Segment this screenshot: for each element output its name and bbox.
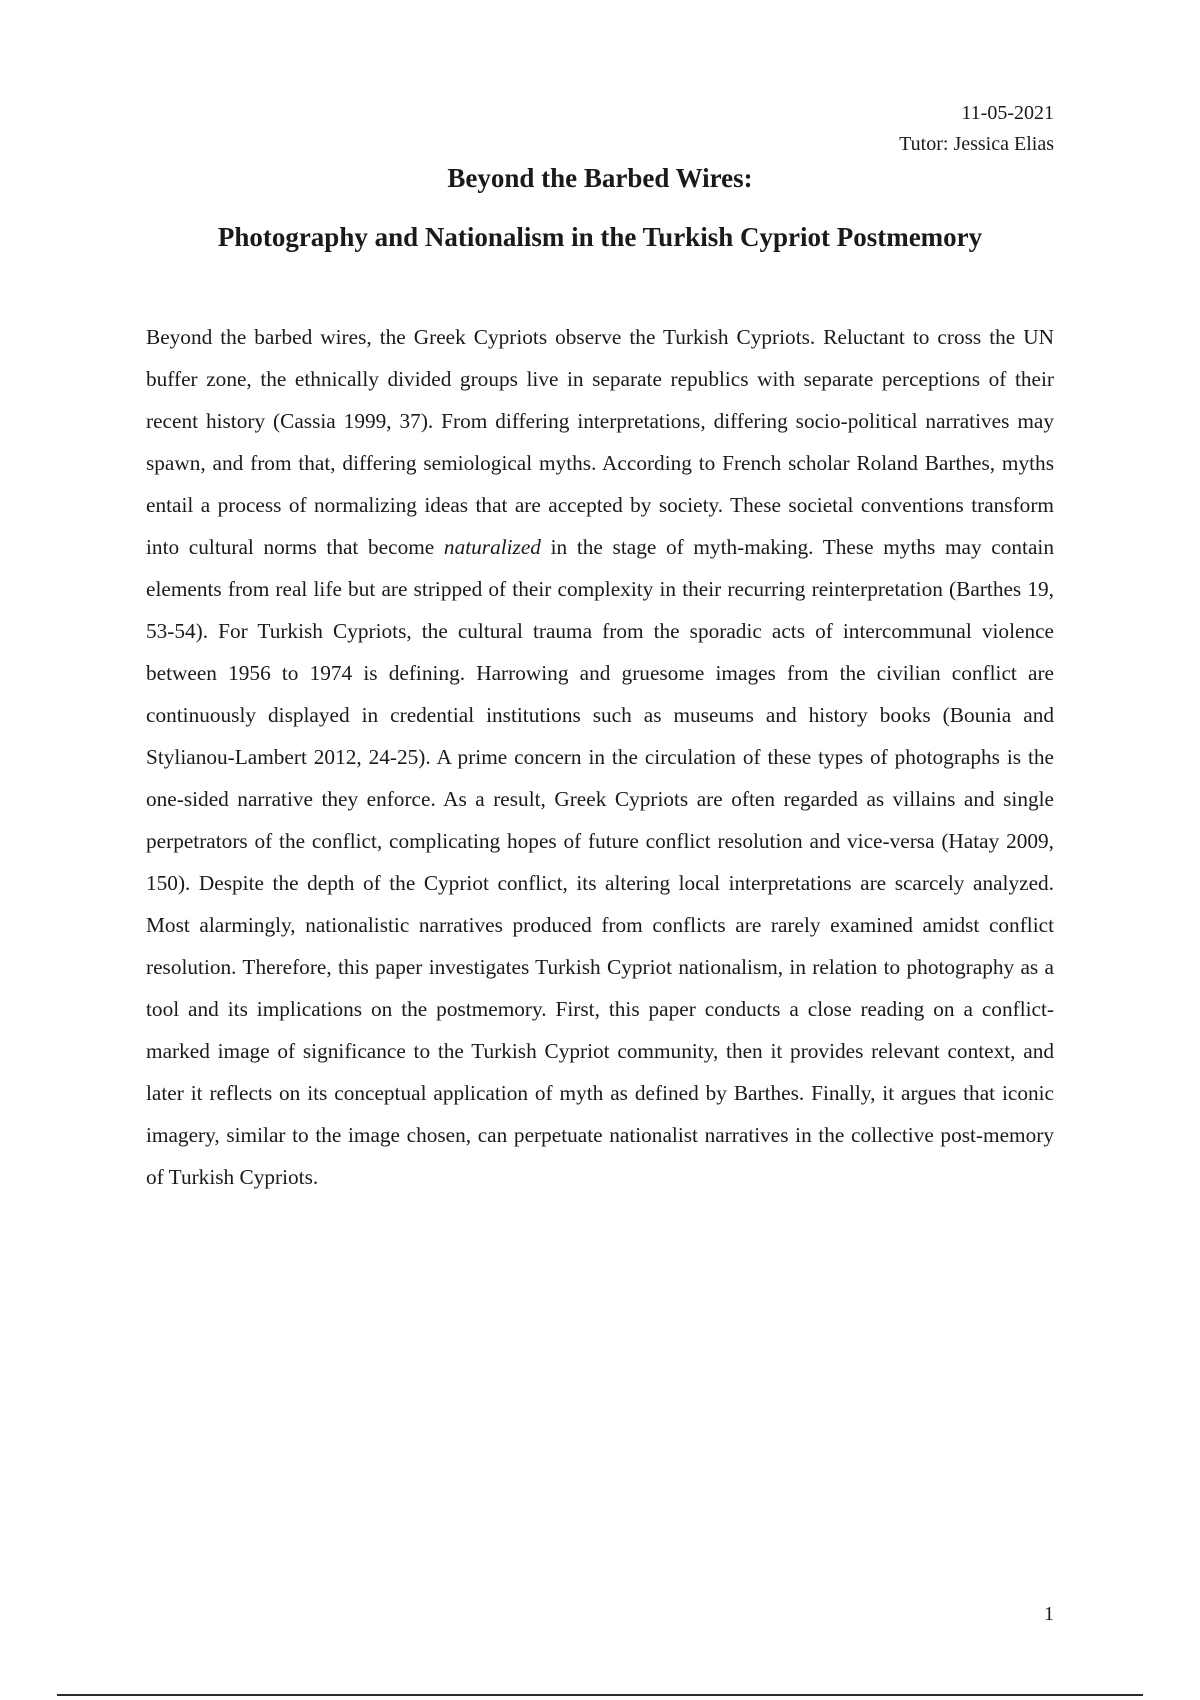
body-paragraph	[146, 316, 1054, 1198]
body-text-part-2: in the stage of myth-making. These myths may contain elements from real life but are stripped of their complexity in their recurring reinterpretation (Barthes 19, 53-54). For Turkish Cypriots, the cultural trauma from the sporadic acts of intercommunal violence between 1956 to 1974 is defining. Harrowing and gruesome images from the civilian conflict are continuously displayed in credential institutions such as museums and history books (Bounia and Stylianou-Lambert 2012, 24-25). A prime concern in the circulation of these types of photographs is the one-sided narrative they enforce. As a result, Greek Cypriots are often regarded as villains and single perpetrators of the conflict, complicating hopes of future conflict resolution and vice-versa (Hatay 2009, 150). Despite the depth of the Cypriot conflict, its altering local interpretations are scarcely analyzed. Most alarmingly, nationalistic narratives produced from conflicts are rarely examined amidst conflict resolution. Therefore, this paper investigates Turkish Cypriot nationalism, in relation to photography as a tool and its implications on the postmemory. First, this paper conducts a close reading on a conflict-marked image of significance to the Turkish Cypriot community, then it provides relevant context, and later it reflects on its conceptual application of myth as defined by Barthes. Finally, it argues that iconic imagery, similar to the image chosen, can perpetuate nationalist narratives in the collective post-memory of Turkish Cypriots.	[146, 535, 1054, 1189]
page-number: 1	[1044, 1603, 1054, 1625]
document-header-meta	[899, 98, 1054, 160]
page-title: Beyond the Barbed Wires:	[447, 163, 753, 193]
body-text-part-1: Beyond the barbed wires, the Greek Cypriots observe the Turkish Cypriots. Reluctant to cross the UN buffer zone, the ethnically divided groups live in separate republics with separate perceptions of their recent history (Cassia 1999, 37). From differing interpretations, differing socio-political narratives may spawn, and from that, differing semiological myths. According to French scholar Roland Barthes, myths entail a process of normalizing ideas that are accepted by society. These societal conventions transform into cultural norms that become	[146, 325, 1054, 559]
tutor-name: Tutor: Jessica Elias	[899, 133, 1054, 155]
document-date: 11-05-2021	[961, 102, 1054, 124]
page-subtitle: Photography and Nationalism in the Turkish Cypriot Postmemory	[217, 222, 983, 252]
page-bottom-divider	[57, 1694, 1143, 1696]
body-italic-term: naturalized	[443, 535, 541, 559]
